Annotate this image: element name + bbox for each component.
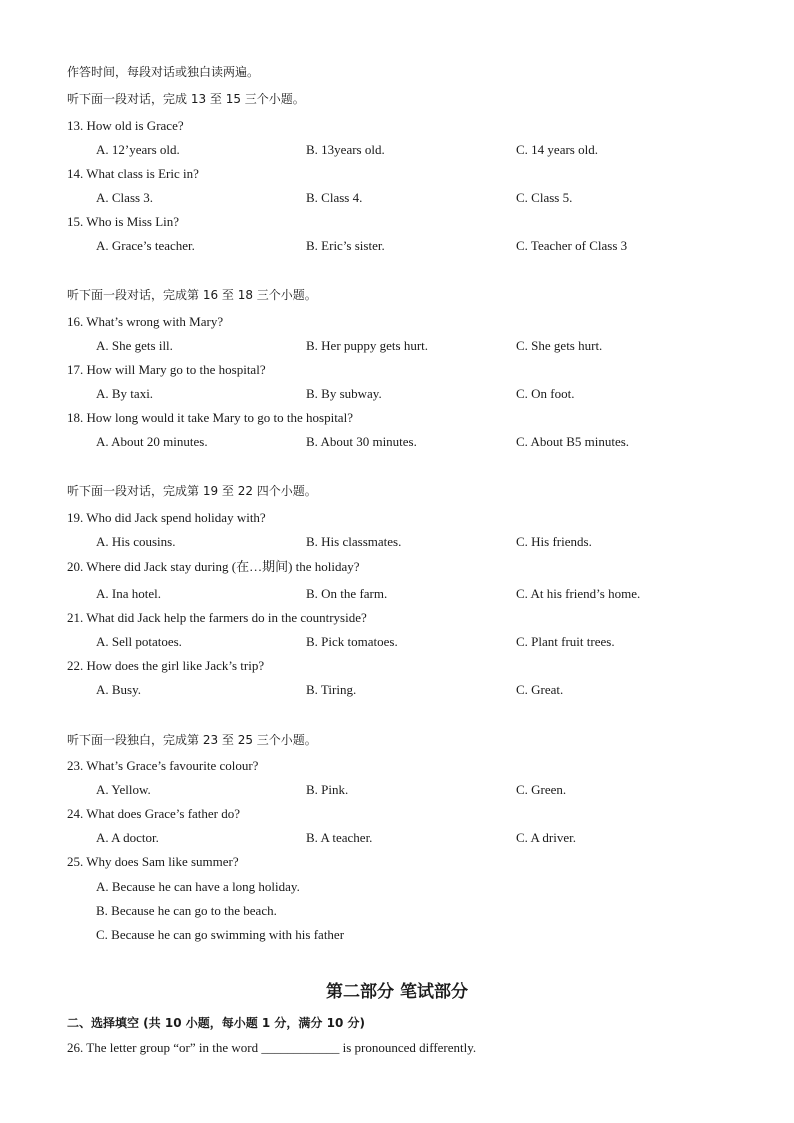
intro-line: 作答时间，每段对话或独白读两遍。 (67, 65, 260, 79)
option-c: C. Great. (516, 682, 564, 697)
question-text: 21. What did Jack help the farmers do in the countryside? (67, 610, 367, 625)
option-a: A. Class 3. (96, 190, 154, 205)
option-a: A. Sell potatoes. (96, 634, 182, 649)
question-text: 20. Where did Jack stay during (在…期间) the holiday? (67, 559, 360, 574)
question-text: 14. What class is Eric in? (67, 166, 199, 181)
question-text: 26. The letter group “or” in the word ____________ is pronounced differently. (67, 1040, 477, 1055)
question-text: 18. How long would it take Mary to go to the hospital? (67, 410, 353, 425)
option-b: B. 13years old. (306, 142, 385, 157)
option-b: B. Pick tomatoes. (306, 634, 398, 649)
option-c: C. Plant fruit trees. (516, 634, 615, 649)
option-a: A. Yellow. (96, 782, 151, 797)
option-a: A. By taxi. (96, 386, 154, 401)
option-c: C. On foot. (516, 386, 575, 401)
question-text: 16. What’s wrong with Mary? (67, 314, 224, 329)
option-a: A. Busy. (96, 682, 142, 697)
option-a: A. Grace’s teacher. (96, 238, 195, 253)
option-b: B. On the farm. (306, 586, 388, 601)
option-a: A. Because he can have a long holiday. (96, 879, 300, 894)
option-b: B. About 30 minutes. (306, 434, 417, 449)
option-c: C. Teacher of Class 3 (516, 238, 628, 253)
part-title: 第二部分 笔试部分 (326, 982, 468, 1002)
option-b: B. Eric’s sister. (306, 238, 385, 253)
question-text: 23. What’s Grace’s favourite colour? (67, 758, 259, 773)
section-heading: 二、选择填空 (共 10 小题，每小题 1 分，满分 10 分) (67, 1016, 365, 1030)
option-b: B. A teacher. (306, 830, 373, 845)
option-c: C. At his friend’s home. (516, 586, 641, 601)
option-b: B. His classmates. (306, 534, 402, 549)
option-a: A. She gets ill. (96, 338, 173, 353)
group-heading: 听下面一段对话，完成第 16 至 18 三个小题。 (67, 288, 317, 302)
group-heading: 听下面一段独白，完成第 23 至 25 三个小题。 (67, 733, 317, 747)
option-c: C. Green. (516, 782, 567, 797)
question-text: 19. Who did Jack spend holiday with? (67, 510, 266, 525)
option-c: C. She gets hurt. (516, 338, 603, 353)
option-c: C. About B5 minutes. (516, 434, 630, 449)
question-text: 25. Why does Sam like summer? (67, 854, 239, 869)
option-a: A. 12’years old. (96, 142, 180, 157)
option-c: C. Because he can go swimming with his father (96, 927, 345, 942)
option-c: C. Class 5. (516, 190, 573, 205)
question-text: 15. Who is Miss Lin? (67, 214, 180, 229)
option-a: A. A doctor. (96, 830, 159, 845)
option-c: C. 14 years old. (516, 142, 598, 157)
question-text: 22. How does the girl like Jack’s trip? (67, 658, 265, 673)
option-a: A. His cousins. (96, 534, 176, 549)
group-heading: 听下面一段对话，完成第 19 至 22 四个小题。 (67, 484, 317, 498)
question-text: 17. How will Mary go to the hospital? (67, 362, 266, 377)
option-a: A. About 20 minutes. (96, 434, 208, 449)
option-b: B. Pink. (306, 782, 349, 797)
option-b: B. By subway. (306, 386, 382, 401)
option-b: B. Her puppy gets hurt. (306, 338, 429, 353)
option-b: B. Class 4. (306, 190, 363, 205)
question-text: 13. How old is Grace? (67, 118, 184, 133)
option-a: A. Ina hotel. (96, 586, 161, 601)
question-text: 24. What does Grace’s father do? (67, 806, 241, 821)
option-b: B. Because he can go to the beach. (96, 903, 277, 918)
option-c: C. A driver. (516, 830, 576, 845)
option-c: C. His friends. (516, 534, 592, 549)
option-b: B. Tiring. (306, 682, 357, 697)
group-heading: 听下面一段对话，完成 13 至 15 三个小题。 (67, 92, 305, 106)
